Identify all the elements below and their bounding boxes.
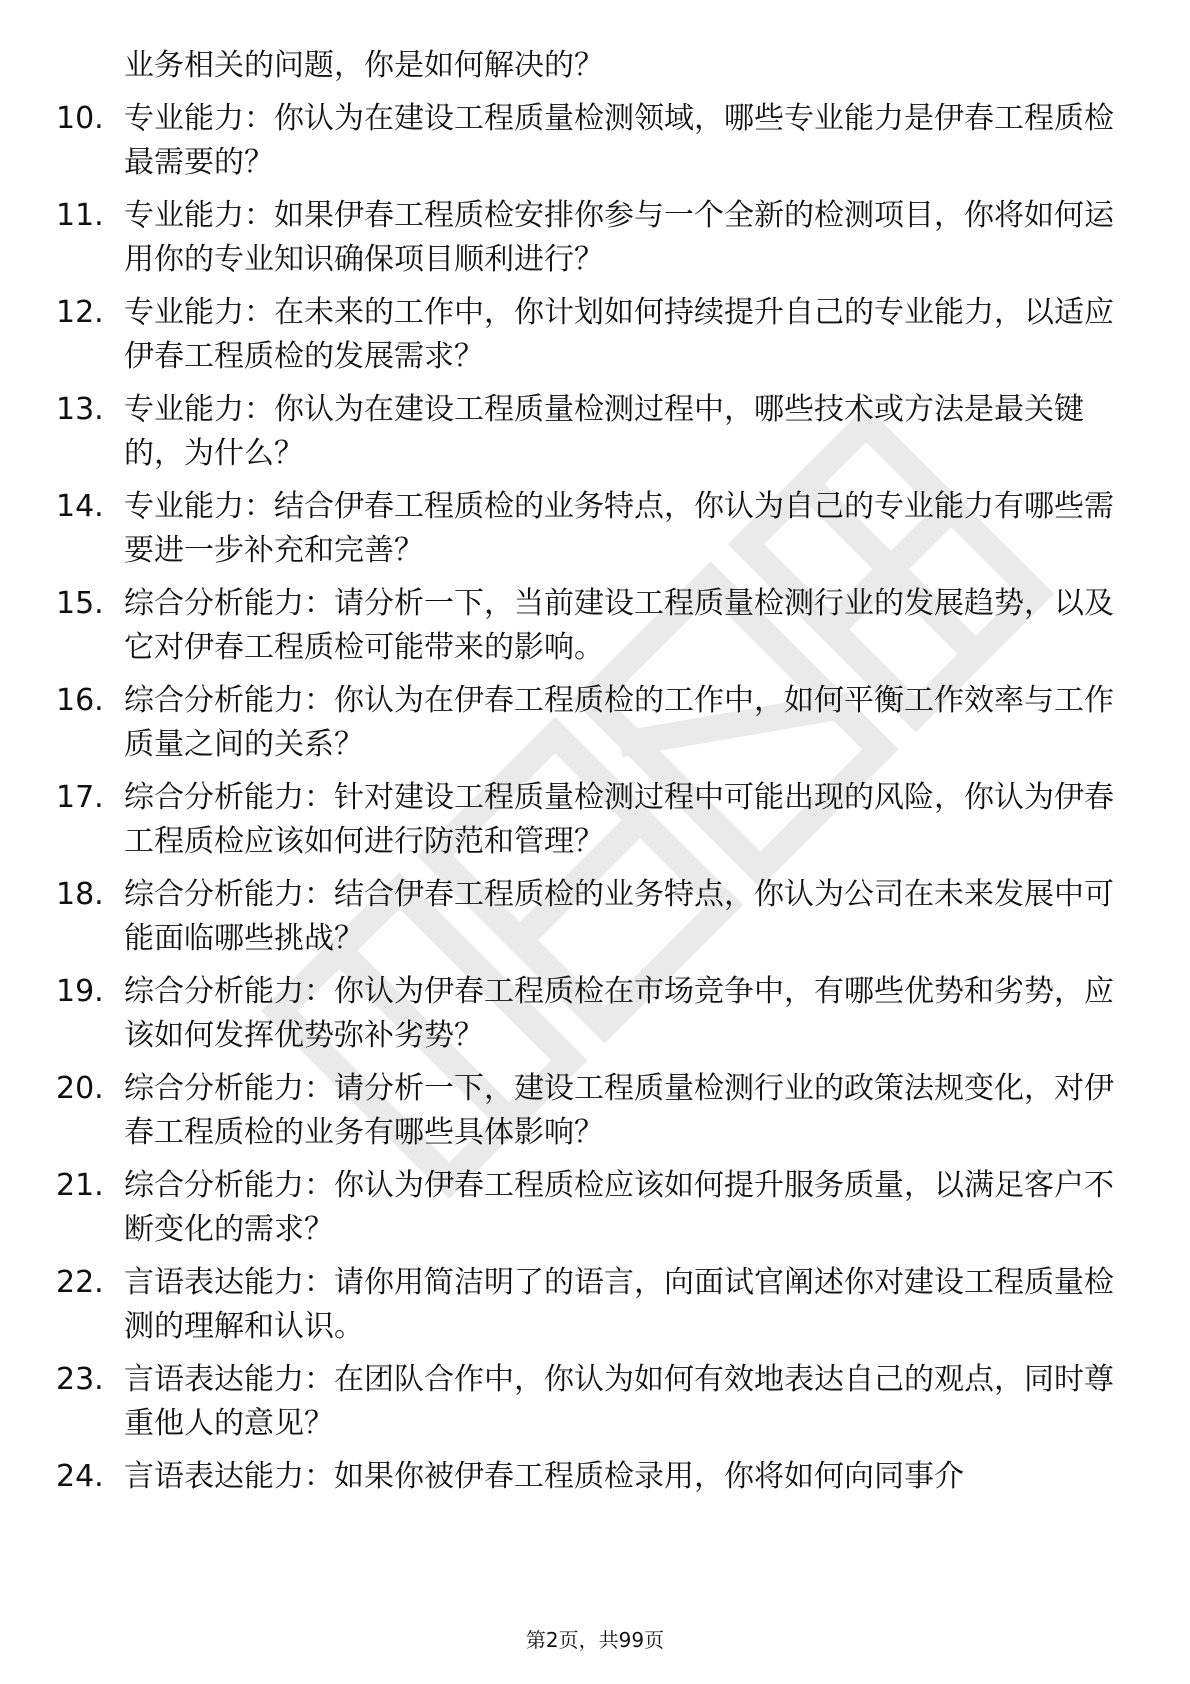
question-number: 17. (56, 780, 104, 815)
question-item (56, 97, 1136, 185)
question-number: 22. (56, 1265, 104, 1300)
question-text: 专业能力：如果伊春工程质检安排你参与一个全新的检测项目，你将如何运用你的专业知识确保项目顺利进行？ (124, 198, 1114, 277)
question-text: 综合分析能力：你认为伊春工程质检在市场竞争中，有哪些优势和劣势，应该如何发挥优势弥补劣势？ (124, 974, 1114, 1053)
question-list (56, 44, 1136, 1508)
question-text: 综合分析能力：针对建设工程质量检测过程中可能出现的风险，你认为伊春工程质检应该如何进行防范和管理？ (124, 780, 1114, 859)
question-item (56, 1261, 1136, 1349)
question-text: 言语表达能力：如果你被伊春工程质检录用，你将如何向同事介 (124, 1459, 964, 1494)
question-item (56, 194, 1136, 282)
question-item (56, 1455, 1136, 1499)
question-text: 综合分析能力：请分析一下，建设工程质量检测行业的政策法规变化，对伊春工程质检的业务有哪些具体影响？ (124, 1071, 1114, 1150)
question-text: 综合分析能力：你认为在伊春工程质检的工作中，如何平衡工作效率与工作质量之间的关系？ (124, 683, 1114, 762)
question-continuation: 业务相关的问题，你是如何解决的？ (124, 48, 604, 83)
question-item (56, 1164, 1136, 1252)
question-number: 18. (56, 877, 104, 912)
question-item (56, 1358, 1136, 1446)
question-number: 20. (56, 1071, 104, 1106)
question-number: 11. (56, 198, 104, 233)
question-item (56, 970, 1136, 1058)
question-number: 14. (56, 489, 104, 524)
question-number: 24. (56, 1459, 104, 1494)
question-text: 专业能力：你认为在建设工程质量检测领域，哪些专业能力是伊春工程质检最需要的？ (124, 101, 1114, 180)
question-number: 19. (56, 974, 104, 1009)
question-item (56, 873, 1136, 961)
question-text: 综合分析能力：你认为伊春工程质检应该如何提升服务质量，以满足客户不断变化的需求？ (124, 1168, 1114, 1247)
question-text: 综合分析能力：结合伊春工程质检的业务特点，你认为公司在未来发展中可能面临哪些挑战？ (124, 877, 1114, 956)
question-item (56, 291, 1136, 379)
question-number: 13. (56, 392, 104, 427)
question-item (56, 1067, 1136, 1155)
question-text: 专业能力：在未来的工作中，你计划如何持续提升自己的专业能力，以适应伊春工程质检的发展需求？ (124, 295, 1114, 374)
question-item (56, 776, 1136, 864)
question-text: 专业能力：你认为在建设工程质量检测过程中，哪些技术或方法是最关键的，为什么？ (124, 392, 1084, 471)
question-text: 综合分析能力：请分析一下，当前建设工程质量检测行业的发展趋势，以及它对伊春工程质检可能带来的影响。 (124, 586, 1114, 665)
question-item (56, 388, 1136, 476)
page-footer: 第2页，共99页 (525, 1628, 665, 1652)
question-item (56, 582, 1136, 670)
question-number: 23. (56, 1362, 104, 1397)
question-item (56, 679, 1136, 767)
question-text: 专业能力：结合伊春工程质检的业务特点，你认为自己的专业能力有哪些需要进一步补充和完善？ (124, 489, 1114, 568)
question-number: 21. (56, 1168, 104, 1203)
question-number: 10. (56, 101, 104, 136)
question-number: 15. (56, 586, 104, 621)
question-number: 16. (56, 683, 104, 718)
question-item (56, 485, 1136, 573)
question-text: 言语表达能力：在团队合作中，你认为如何有效地表达自己的观点，同时尊重他人的意见？ (124, 1362, 1114, 1441)
question-text: 言语表达能力：请你用简洁明了的语言，向面试官阐述你对建设工程质量检测的理解和认识。 (124, 1265, 1114, 1344)
question-number: 12. (56, 295, 104, 330)
